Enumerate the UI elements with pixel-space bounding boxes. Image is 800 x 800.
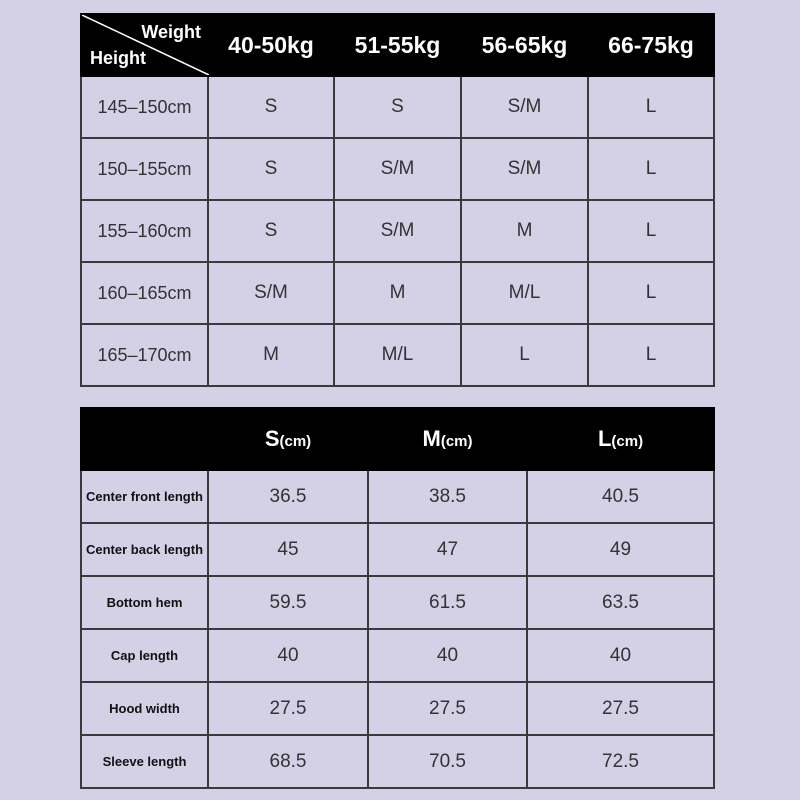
measurement-value: 49 <box>527 523 714 576</box>
table-row <box>81 324 714 386</box>
size-cell: M <box>461 200 588 262</box>
measurement-value: 47 <box>368 523 527 576</box>
size-cell: S/M <box>334 138 461 200</box>
size-cell: S/M <box>334 200 461 262</box>
table-row <box>81 138 714 200</box>
size-letter: M <box>422 426 441 451</box>
size-cell: S <box>208 138 334 200</box>
measurement-value: 40 <box>368 629 527 682</box>
measurement-label: Hood width <box>81 682 208 735</box>
measurement-value: 40 <box>527 629 714 682</box>
size-cell: M/L <box>461 262 588 324</box>
size-column-header <box>368 408 527 470</box>
size-cell: L <box>588 138 714 200</box>
measurement-value: 68.5 <box>208 735 368 788</box>
size-cell: L <box>588 76 714 138</box>
size-unit: (cm) <box>440 433 473 450</box>
measurement-value: 27.5 <box>208 682 368 735</box>
size-cell: S <box>208 76 334 138</box>
size-cell: L <box>588 200 714 262</box>
size-cell: L <box>461 324 588 386</box>
height-range-cell: 155–160cm <box>81 200 208 262</box>
table-row <box>81 576 714 629</box>
measurement-value: 63.5 <box>527 576 714 629</box>
size-unit: (cm) <box>279 433 312 450</box>
size-cell: S <box>334 76 461 138</box>
weight-column-header: 66-75kg <box>588 14 714 76</box>
size-letter: S <box>264 426 280 451</box>
size-cell: L <box>588 262 714 324</box>
size-cell: S <box>208 200 334 262</box>
table-row <box>81 523 714 576</box>
size-letter: L <box>597 426 612 451</box>
weight-column-header: 51-55kg <box>334 14 461 76</box>
height-range-cell: 145–150cm <box>81 76 208 138</box>
weight-column-header: 56-65kg <box>461 14 588 76</box>
size-cell: S/M <box>461 76 588 138</box>
measurement-header-row <box>81 408 714 470</box>
height-axis-label: Height <box>90 48 146 68</box>
height-range-cell: 150–155cm <box>81 138 208 200</box>
measurement-value: 27.5 <box>368 682 527 735</box>
measurement-label: Center front length <box>81 470 208 523</box>
measurement-value: 61.5 <box>368 576 527 629</box>
table-row <box>81 262 714 324</box>
table-row <box>81 200 714 262</box>
weight-axis-label: Weight <box>141 22 201 42</box>
table-row <box>81 76 714 138</box>
table-row <box>81 735 714 788</box>
size-cell: M <box>334 262 461 324</box>
measurement-label: Center back length <box>81 523 208 576</box>
size-table-header-row <box>81 14 714 76</box>
empty-header-cell <box>81 408 208 470</box>
size-cell: S/M <box>461 138 588 200</box>
size-column-header <box>527 408 714 470</box>
measurement-value: 36.5 <box>208 470 368 523</box>
size-cell: M/L <box>334 324 461 386</box>
measurement-value: 27.5 <box>527 682 714 735</box>
measurement-value: 70.5 <box>368 735 527 788</box>
measurement-value: 38.5 <box>368 470 527 523</box>
table-row <box>81 470 714 523</box>
garment-measurement-table <box>80 407 715 789</box>
measurement-label: Sleeve length <box>81 735 208 788</box>
height-weight-size-table <box>80 13 715 387</box>
measurement-value: 45 <box>208 523 368 576</box>
size-cell: S/M <box>208 262 334 324</box>
table-row <box>81 629 714 682</box>
measurement-value: 40 <box>208 629 368 682</box>
height-range-cell: 160–165cm <box>81 262 208 324</box>
height-range-cell: 165–170cm <box>81 324 208 386</box>
measurement-label: Cap length <box>81 629 208 682</box>
weight-column-header: 40-50kg <box>208 14 334 76</box>
size-unit: (cm) <box>611 433 644 450</box>
measurement-value: 40.5 <box>527 470 714 523</box>
size-column-header <box>208 408 368 470</box>
size-cell: L <box>588 324 714 386</box>
measurement-value: 72.5 <box>527 735 714 788</box>
measurement-label: Bottom hem <box>81 576 208 629</box>
measurement-value: 59.5 <box>208 576 368 629</box>
corner-header-cell <box>81 14 208 76</box>
size-cell: M <box>208 324 334 386</box>
table-row <box>81 682 714 735</box>
